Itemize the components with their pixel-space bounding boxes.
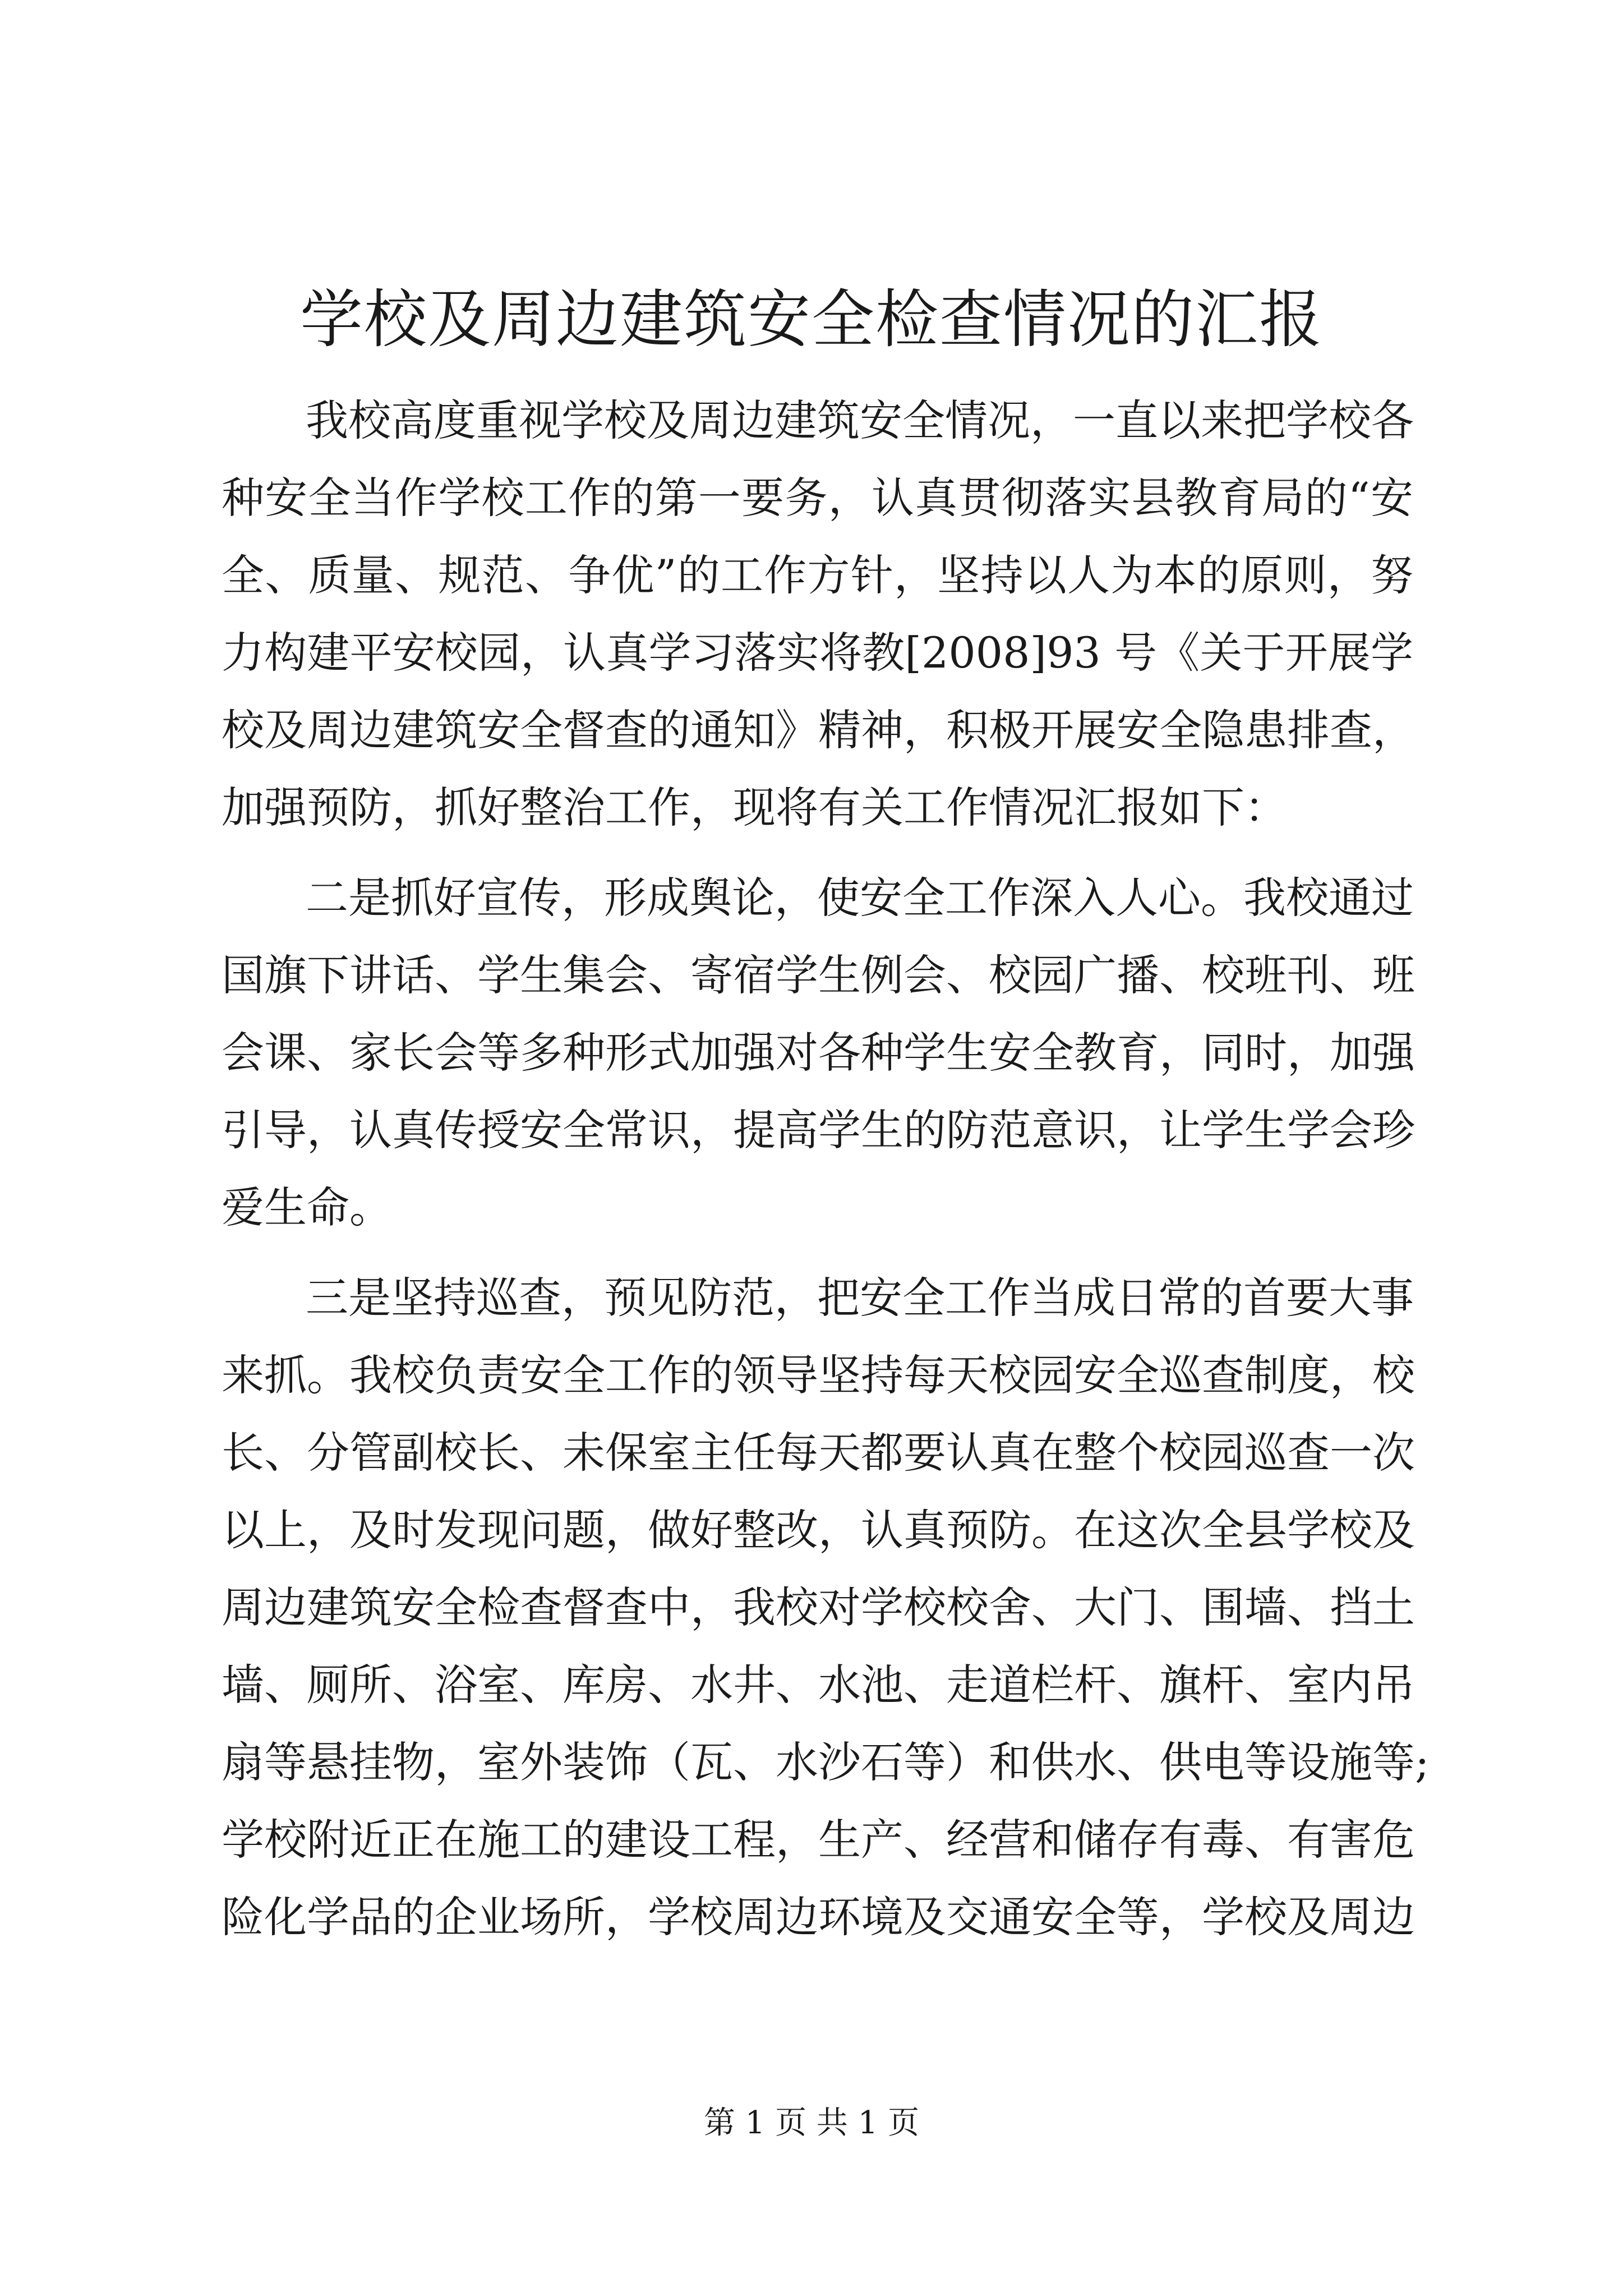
paragraph-1-line-6: 加强预防，抓好整治工作，现将有关工作情况汇报如下：	[222, 783, 1287, 832]
paragraph-1-line-1: 我校高度重视学校及周边建筑安全情况，一直以来把学校各	[306, 395, 1414, 445]
paragraph-3-line-8: 学校附近正在施工的建设工程，生产、经营和储存有毒、有害危	[222, 1815, 1415, 1865]
paragraph-3-line-4: 以上，及时发现问题，做好整改，认真预防。在这次全县学校及	[222, 1505, 1415, 1555]
paragraph-1-line-4: 力构建平安校园，认真学习落实将教[2008]93 号《关于开展学	[222, 628, 1413, 678]
paragraph-3-line-7: 扇等悬挂物，室外装饰（瓦、水沙石等）和供水、供电等设施等;	[222, 1737, 1430, 1787]
paragraph-3-line-3: 长、分管副校长、未保室主任每天都要认真在整个校园巡查一次	[222, 1428, 1415, 1478]
paragraph-3-line-5: 周边建筑安全检查督查中，我校对学校校舍、大门、围墙、挡土	[222, 1582, 1415, 1632]
paragraph-3-line-2: 来抓。我校负责安全工作的领导坚持每天校园安全巡查制度，校	[222, 1350, 1415, 1400]
paragraph-2-line-3: 会课、家长会等多种形式加强对各种学生安全教育，同时，加强	[222, 1028, 1415, 1078]
paragraph-1-line-5: 校及周边建筑安全督查的通知》精神，积极开展安全隐患排查，	[222, 705, 1415, 755]
paragraph-1-line-3: 全、质量、规范、争优”的工作方针，坚持以人为本的原则，努	[222, 550, 1413, 600]
paragraph-2-line-2: 国旗下讲话、学生集会、寄宿学生例会、校园广播、校班刊、班	[222, 950, 1415, 1000]
paragraph-1-line-2: 种安全当作学校工作的第一要务，认真贯彻落实县教育局的“安	[222, 473, 1413, 523]
page-footer: 第 1 页 共 1 页	[703, 2105, 920, 2141]
paragraph-3-line-1: 三是坚持巡查，预见防范，把安全工作当成日常的首要大事	[306, 1273, 1414, 1323]
document-title: 学校及周边建筑安全检查情况的汇报	[300, 283, 1323, 356]
paragraph-3-line-6: 墙、厕所、浴室、库房、水井、水池、走道栏杆、旗杆、室内吊	[222, 1660, 1415, 1710]
paragraph-3-line-9: 险化学品的企业场所，学校周边环境及交通安全等，学校及周边	[222, 1892, 1415, 1942]
paragraph-2-line-5: 爱生命。	[222, 1182, 392, 1232]
paragraph-2-line-1: 二是抓好宣传，形成舆论，使安全工作深入人心。我校通过	[306, 873, 1414, 923]
paragraph-2-line-4: 引导，认真传授安全常识，提高学生的防范意识，让学生学会珍	[222, 1105, 1415, 1155]
